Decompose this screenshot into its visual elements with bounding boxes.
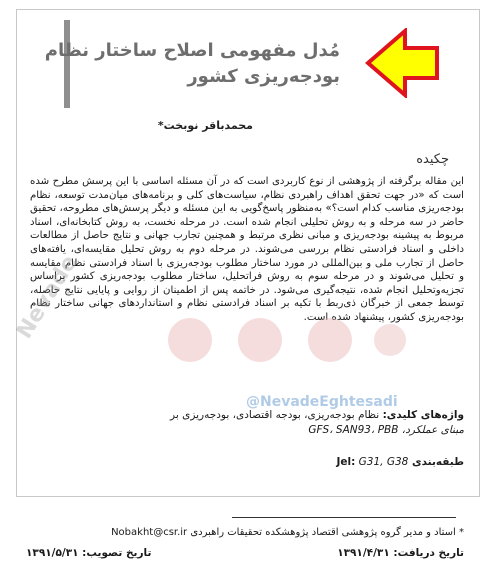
- keywords-block: [30, 408, 464, 438]
- keywords-line-1: [30, 408, 464, 423]
- keywords-text-2: مبنای عملکرد، GFS، SAN93، PBB: [308, 424, 464, 436]
- author-name: محمدباقر نوبخت*: [157, 119, 253, 132]
- abstract-body: این مقاله برگرفته از پژوهشی از نوع کاربردی است که در آن مسئله اساسی با این پرسش مطرح شده است که «در جهت تحقق اهداف راهبردی نظام، سیاست‌های کلی و برنامه‌های میان‌مدت توسعه، نظام بودجه‌ریزی مناسب کدام است؟» به‌منظور پاسخ‌گویی به این مسئله و دیگر پرسش‌های مطروحه، تحقیق حاضر در سه مرحله و به روش تحلیلی انجام شده است. در مرحله نخست، به روش کتابخانه‌ای، اسناد مربوط به پیشینه بودجه‌ریزی و مبانی نظری مرتبط و همچنین تجارب جهانی و نتایج حاصل از مطالعات داخلی و اسناد فرادستی نظام بررسی می‌شوند. در مرحله دوم به روش تحلیل مقایسه‌ای، یافته‌های حاصل از تجارب ملی و بین‌المللی در مورد ساختار مطلوب بودجه‌ریزی با اسناد فرادستی نظام مقایسه و تحلیل می‌شوند و در مرحله سوم به روش فراتحلیل، ساختار مطلوب بودجه‌ریزی کشور براساس تجزیه‌وتحلیل انجام شده، نتیجه‌گیری می‌شود. در خاتمه پس از اطمینان از روایی و پایایی نتایج حاصله، توسط جمعی از خبرگان ذی‌ربط با تکیه بر اسناد فرادستی نظام و استانداردهای جهانی ساختار نظام بودجه‌ریزی کشور، پیشنهاد شده است.: [30, 176, 464, 323]
- jel-codes: G31, G38: [358, 456, 409, 468]
- dates-row: [26, 547, 464, 565]
- title-accent-bar: [64, 20, 70, 108]
- received-date: تاریخ دریافت: ۱۳۹۱/۴/۳۱: [337, 547, 464, 559]
- keywords-label: واژه‌های کلیدی:: [382, 409, 464, 421]
- title-line-2: بودجه‌ریزی کشور: [187, 66, 340, 87]
- abstract-heading: چکیده: [416, 152, 449, 167]
- watermark-channel-text: @NevadeEghtesadi: [246, 394, 398, 410]
- keywords-text-1: نظام بودجه‌ریزی، بودجه اقتصادی، بودجه‌ریزی بر: [170, 409, 380, 421]
- left-arrow-icon: [365, 28, 440, 98]
- title-line-1: مُدل مفهومی اصلاح ساختار نظام: [44, 40, 340, 61]
- watermark-side-text: Nevade: [12, 250, 83, 344]
- paper-title: [44, 38, 340, 90]
- footnote-divider: [232, 517, 456, 518]
- author-footnote: * استاد و مدیر گروه پژوهشی اقتصاد پژوهشکده تحقیقات راهبردی Nobakht@csr.ir: [111, 527, 464, 538]
- approved-date: تاریخ تصویب: ۱۳۹۱/۵/۳۱: [26, 547, 152, 559]
- jel-label: طبقه‌بندی Jel:: [336, 456, 464, 468]
- watermark-dots: [150, 305, 410, 375]
- jel-classification: [30, 456, 464, 468]
